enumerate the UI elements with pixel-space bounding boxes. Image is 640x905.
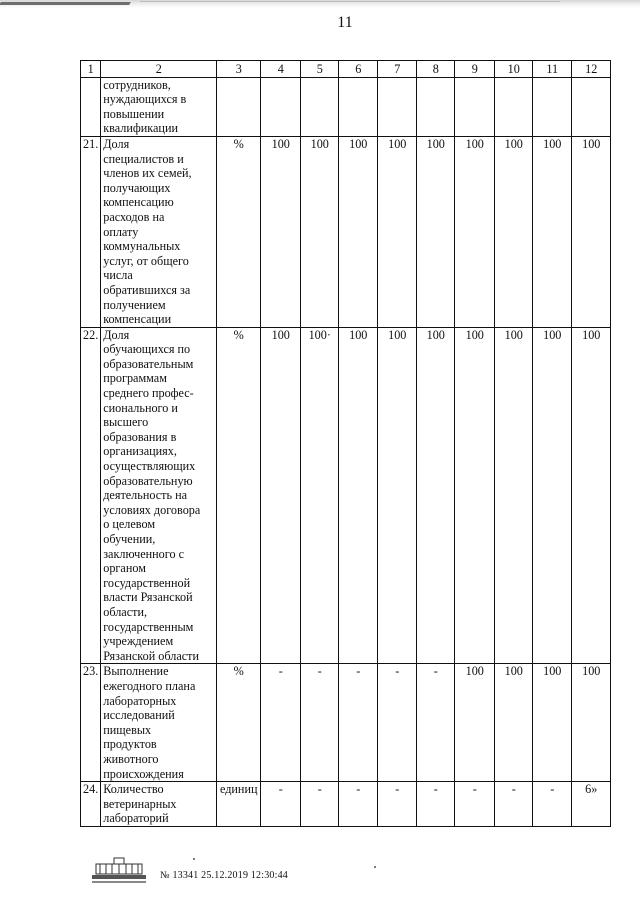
indicator-name-line: сотрудников, — [103, 77, 171, 92]
indicator-name-line: членов их семей, — [103, 166, 192, 181]
scan-speck — [374, 866, 376, 868]
value-cell — [261, 77, 301, 136]
indicator-name-line: животного — [103, 751, 159, 766]
indicator-name-line: квалификации — [103, 121, 179, 136]
value-cell: - — [378, 664, 417, 782]
value-cell: 100 — [572, 327, 611, 664]
indicator-name-line: условиях договора — [103, 502, 201, 517]
indicator-name-line: Доля — [103, 136, 130, 151]
value-cell: - — [417, 664, 455, 782]
indicator-name-line: получающих — [103, 180, 171, 195]
col-header: 1 — [81, 61, 101, 78]
unit-cell: % — [217, 136, 261, 327]
col-header: 12 — [572, 61, 611, 78]
indicator-name-line: государственной — [103, 575, 191, 590]
col-header: 4 — [261, 61, 301, 78]
col-header: 9 — [455, 61, 495, 78]
indicator-name-line: лабораторий — [103, 811, 169, 826]
value-cell: 100 — [417, 136, 455, 327]
value-cell — [339, 77, 378, 136]
value-cell: 100 — [572, 664, 611, 782]
value-cell: - — [261, 782, 301, 827]
table-row — [81, 327, 611, 664]
value-cell: 6» — [572, 782, 611, 827]
unit-cell: % — [217, 664, 261, 782]
indicator-name-line: лабораторных — [103, 693, 177, 708]
indicator-name-line: обучении, — [103, 532, 156, 546]
indicator-name-line: учреждением — [103, 634, 174, 649]
indicator-name — [101, 136, 217, 327]
indicator-name-line: компенсации — [103, 312, 172, 327]
value-cell — [417, 77, 455, 136]
value-cell: - — [339, 782, 378, 827]
indicator-name-line: Количество — [103, 782, 164, 797]
indicators-table — [80, 60, 611, 827]
row-number — [81, 77, 101, 136]
row-number: 22. — [81, 327, 101, 664]
indicator-name — [101, 664, 217, 782]
value-cell: - — [261, 664, 301, 782]
col-header: 8 — [417, 61, 455, 78]
scan-speck — [193, 858, 195, 860]
indicator-name-line: образовательную — [103, 473, 193, 488]
indicator-name-line: числа — [103, 268, 133, 283]
value-cell — [572, 77, 611, 136]
indicator-name-line: компенсацию — [103, 195, 174, 210]
row-number: 21. — [81, 136, 101, 327]
indicator-name-line: органом — [103, 561, 146, 576]
unit-cell: % — [217, 327, 261, 664]
indicator-name-line: Выполнение — [103, 664, 169, 679]
col-header: 10 — [495, 61, 533, 78]
indicator-name-line: программам — [103, 371, 167, 386]
indicator-name-line: коммунальных — [103, 239, 181, 254]
indicator-name-line: власти Рязанской — [103, 590, 193, 605]
value-cell: - — [455, 782, 495, 827]
indicator-name-line: среднего профес- — [103, 386, 194, 401]
page-number: 11 — [337, 14, 353, 31]
value-cell: 100 — [455, 136, 495, 327]
scan-edge — [0, 0, 640, 8]
indicator-name-line: деятельность на — [103, 488, 188, 503]
table-row — [81, 664, 611, 782]
indicator-name-line: обратившихся за — [103, 282, 191, 297]
indicator-name-line: осуществляющих — [103, 459, 196, 474]
value-cell — [533, 77, 572, 136]
value-cell: 100 — [533, 136, 572, 327]
value-cell: 100 — [417, 327, 455, 664]
indicator-name-line: получением — [103, 297, 166, 312]
col-header: 7 — [378, 61, 417, 78]
indicator-name-line: обучающихся по — [103, 342, 191, 357]
value-cell: 100 — [301, 136, 339, 327]
indicator-name-line: услуг, от общего — [103, 253, 189, 268]
indicator-name — [101, 77, 217, 136]
header-row — [81, 61, 611, 78]
table-row — [81, 77, 611, 136]
registration-number: № 13341 25.12.2019 12:30:44 — [160, 870, 288, 881]
table-row — [81, 782, 611, 827]
value-cell: 100 — [455, 327, 495, 664]
indicator-name-line: образования в — [103, 429, 177, 444]
indicator-name-line: сионального и — [103, 400, 178, 415]
row-number: 23. — [81, 664, 101, 782]
col-header: 6 — [339, 61, 378, 78]
value-cell: 100 — [455, 664, 495, 782]
value-cell: 100· — [301, 327, 339, 664]
indicator-name-line: высшего — [103, 415, 149, 430]
indicator-name-line: исследований — [103, 708, 175, 723]
indicator-name-line: оплату — [103, 224, 139, 239]
indicator-name-line: происхождения — [103, 766, 184, 781]
value-cell: 100 — [339, 327, 378, 664]
indicator-name-line: Доля — [103, 327, 130, 342]
indicator-name — [101, 327, 217, 664]
value-cell: - — [339, 664, 378, 782]
indicator-name-line: организациях, — [103, 444, 177, 459]
indicator-name-line: области, — [103, 604, 148, 619]
unit-cell — [217, 77, 261, 136]
indicator-name-line: пищевых — [103, 722, 152, 737]
indicator-name-line: нуждающихся в — [103, 92, 187, 107]
row-number: 24. — [81, 782, 101, 827]
indicator-name — [101, 782, 217, 827]
col-header: 5 — [301, 61, 339, 78]
col-header: 2 — [101, 61, 217, 78]
value-cell: 100 — [495, 664, 533, 782]
indicator-name-line: государственным — [103, 619, 194, 634]
value-cell: 100 — [533, 327, 572, 664]
value-cell: - — [378, 782, 417, 827]
value-cell: 100 — [572, 136, 611, 327]
value-cell — [378, 77, 417, 136]
value-cell: 100 — [495, 136, 533, 327]
indicator-name-line: продуктов — [103, 737, 157, 752]
indicator-name-line: ежегодного плана — [103, 678, 196, 693]
value-cell: 100 — [495, 327, 533, 664]
indicator-name-line: повышении — [103, 106, 165, 121]
registry-stamp-logo — [90, 856, 148, 888]
indicator-name-line: образовательным — [103, 356, 194, 371]
indicator-name-line: ветеринарных — [103, 796, 177, 811]
value-cell: - — [495, 782, 533, 827]
value-cell — [495, 77, 533, 136]
value-cell: - — [301, 782, 339, 827]
value-cell: 100 — [261, 136, 301, 327]
value-cell: 100 — [378, 327, 417, 664]
value-cell: - — [533, 782, 572, 827]
indicator-name-line: расходов на — [103, 209, 165, 224]
value-cell: - — [301, 664, 339, 782]
unit-cell: единиц — [217, 782, 261, 827]
value-cell: 100 — [533, 664, 572, 782]
value-cell: - — [417, 782, 455, 827]
value-cell — [301, 77, 339, 136]
value-cell: 100 — [339, 136, 378, 327]
table-row — [81, 136, 611, 327]
indicator-name-line: Рязанской области — [103, 648, 200, 663]
value-cell: 100 — [378, 136, 417, 327]
indicator-name-line: заключенного с — [103, 546, 185, 561]
indicator-name-line: о целевом — [103, 517, 156, 532]
col-header: 11 — [533, 61, 572, 78]
value-cell — [455, 77, 495, 136]
value-cell: 100 — [261, 327, 301, 664]
indicator-name-line: специалистов и — [103, 151, 184, 166]
col-header: 3 — [217, 61, 261, 78]
